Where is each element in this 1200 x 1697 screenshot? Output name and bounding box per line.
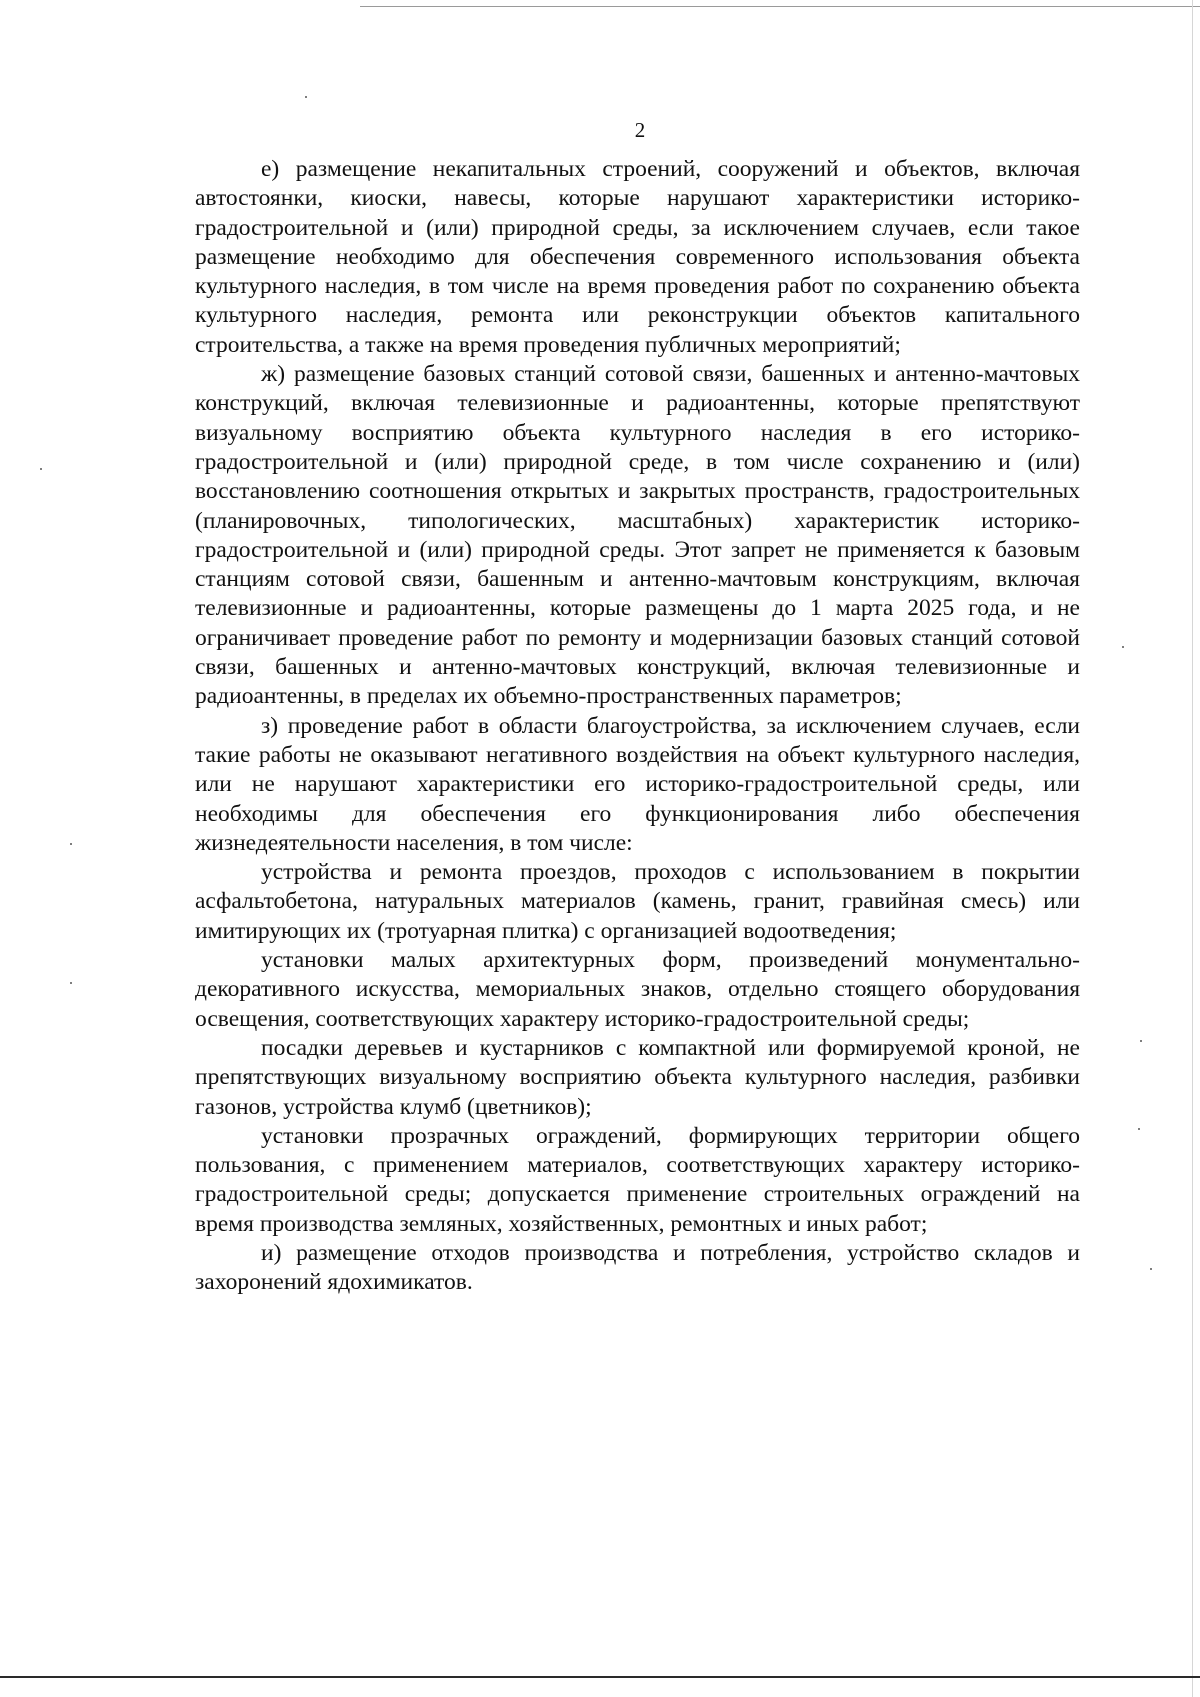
scan-edge-right [1192, 0, 1193, 1697]
paragraph-small-architecture: установки малых архитектурных форм, произведений монументально-декоративного искусства, мемориальных знаков, отдельно стоящего оборудования освещения, соответствующих характеру историко-градостроительной среды; [195, 947, 1080, 1032]
scan-edge-bottom [0, 1676, 1200, 1678]
paragraph-z: з) проведение работ в области благоустройства, за исключением случаев, если такие работы не оказывают негативного воздействия на объект культурного наследия, или не нарушают характеристики его историко-градостроительной среды, или необходимы для обеспечения его функционирования либо обеспечения жизнедеятельности населения, в том числе: [195, 712, 1080, 856]
scan-speck [305, 96, 307, 98]
document-body [195, 155, 1080, 1298]
paragraph-planting: посадки деревьев и кустарников с компактной или формируемой кроной, не препятствующих визуальному восприятию объекта культурного наследия, разбивки газонов, устройства клумб (цветников); [195, 1034, 1080, 1120]
page-number: 2 [634, 118, 646, 142]
scan-speck [1150, 1268, 1152, 1270]
scan-speck [70, 843, 72, 845]
scan-speck [70, 982, 72, 984]
scan-speck [1122, 646, 1124, 648]
paragraph-zh: ж) размещение базовых станций сотовой связи, башенных и антенно-мачтовых конструкций, включая телевизионные и радиоантенны, которые препятствуют визуальному восприятию объекта культурного наследия в его историко-градостроительной и (или) природной среде, в том числе сохранению и (или) восстановлению соотношения открытых и закрытых пространств, градостроительных (планировочных, типологических, масштабных) характеристик историко-градостроительной и (или) природной среды. Этот запрет не применяется к базовым станциям сотовой связи, башенным и антенно-мачтовым конструкциям, включая телевизионные и радиоантенны, которые размещены до 1 марта 2025 года, и не ограничивает проведение работ по ремонту и модернизации базовых станций сотовой связи, башенных и антенно-мачтовых конструкций, включая телевизионные и радиоантенны, в пределах их объемно-пространственных параметров; [195, 361, 1080, 710]
paragraph-roads: устройства и ремонта проездов, проходов с использованием в покрытии асфальтобетона, натуральных материалов (камень, гранит, гравийная смесь) или имитирующих их (тротуарная плитка) с организацией водоотведения; [195, 859, 1080, 944]
scan-speck [40, 468, 42, 470]
scan-edge-top [360, 6, 1200, 7]
paragraph-e: е) размещение некапитальных строений, сооружений и объектов, включая автостоянки, киоски, навесы, которые нарушают характеристики историко-градостроительной и (или) природной среды, за исключением случаев, если такое размещение необходимо для обеспечения современного использования объекта культурного наследия, в том числе на время проведения работ по сохранению объекта культурного наследия, ремонта или реконструкции объектов капитального строительства, а также на время проведения публичных мероприятий; [195, 156, 1080, 358]
paragraph-i: и) размещение отходов производства и потребления, устройство складов и захоронений ядохимикатов. [195, 1239, 1080, 1296]
scan-speck [1138, 1128, 1140, 1130]
paragraph-fences: установки прозрачных ограждений, формирующих территории общего пользования, с применением материалов, соответствующих характеру историко-градостроительной среды; допускается применение строительных ограждений на время производства земляных, хозяйственных, ремонтных и иных работ; [195, 1122, 1080, 1237]
scan-speck [1140, 1040, 1142, 1042]
